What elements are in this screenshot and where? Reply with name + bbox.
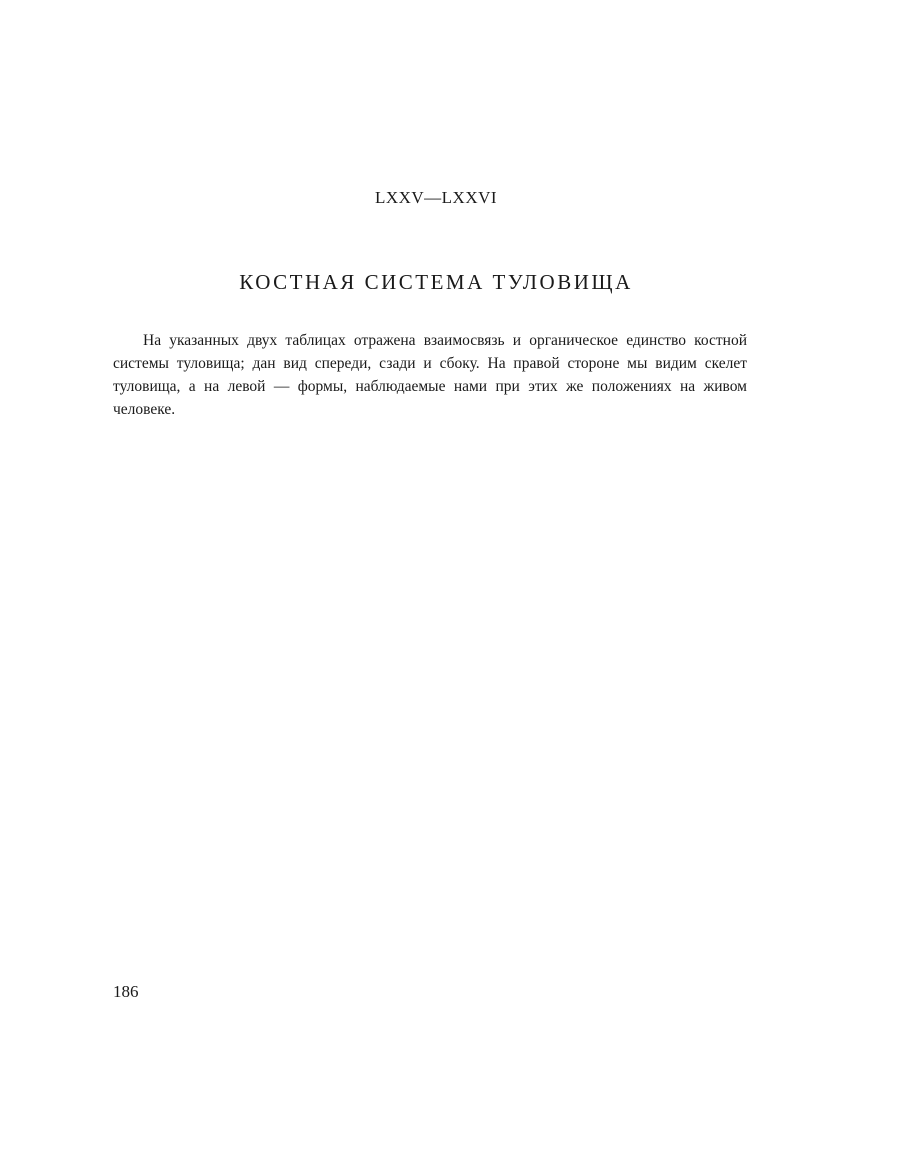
body-paragraph: На указанных двух таблицах отражена взаимосвязь и органическое единство костной системы туловища; дан вид спереди, сзади и сбоку. На правой стороне мы видим скелет туловища, а на левой — формы, наблюдаемые нами при этих же положениях на живом человеке. [113, 332, 747, 418]
plate-numbers: LXXV—LXXVI [374, 188, 498, 207]
chapter-title: КОСТНАЯ СИСТЕМА ТУЛОВИЩА [239, 270, 633, 294]
page-number: 186 [113, 982, 139, 1001]
